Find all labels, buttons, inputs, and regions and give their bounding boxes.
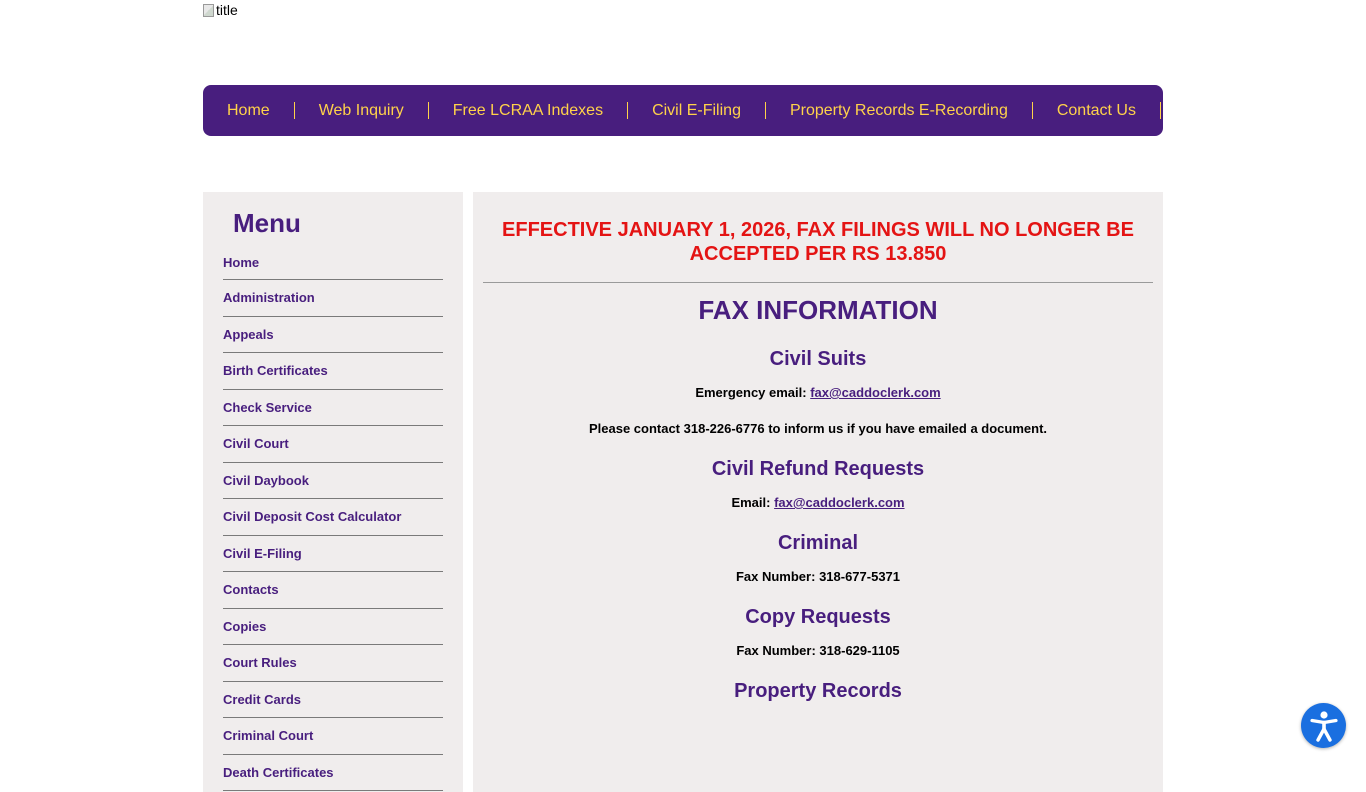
broken-image-icon: [203, 4, 214, 17]
sidebar-item-court-rules[interactable]: Court Rules: [223, 645, 443, 682]
nav-property-records-e-recording[interactable]: Property Records E-Recording: [766, 102, 1033, 119]
civil-suits-email-link[interactable]: fax@caddoclerk.com: [810, 385, 941, 400]
nav-contact-us[interactable]: Contact Us: [1033, 102, 1161, 119]
sidebar-title: Menu: [233, 208, 301, 238]
sidebar-item-civil-court[interactable]: Civil Court: [223, 426, 443, 463]
civil-refund-email-line: [483, 495, 1153, 511]
sidebar-item-administration[interactable]: Administration: [223, 280, 443, 317]
accessibility-button[interactable]: [1301, 703, 1346, 748]
divider: [483, 282, 1153, 283]
page-title: FAX INFORMATION: [698, 295, 938, 325]
sidebar-item-civil-deposit-cost-calculator[interactable]: Civil Deposit Cost Calculator: [223, 499, 443, 536]
sidebar-item-appeals[interactable]: Appeals: [223, 317, 443, 354]
sidebar-item-birth-certificates[interactable]: Birth Certificates: [223, 353, 443, 390]
sidebar-item-credit-cards[interactable]: Credit Cards: [223, 682, 443, 719]
property-records-heading: Property Records: [734, 680, 902, 702]
civil-refund-email-label: Email:: [731, 495, 771, 510]
logo-alt-text: title: [216, 2, 238, 18]
civil-suits-contact-note: Please contact 318-226-6776 to inform us if you have emailed a document.: [588, 421, 1048, 436]
copy-requests-heading: Copy Requests: [745, 606, 891, 628]
civil-suits-email-line: [483, 385, 1153, 401]
nav-free-lcraa-indexes[interactable]: Free LCRAA Indexes: [429, 102, 628, 119]
sidebar-list: [223, 246, 443, 791]
criminal-heading: Criminal: [777, 532, 859, 554]
sidebar-item-home[interactable]: Home: [223, 246, 443, 280]
nav-civil-e-filing[interactable]: Civil E-Filing: [628, 102, 766, 119]
sidebar-item-death-certificates[interactable]: Death Certificates: [223, 755, 443, 792]
civil-refund-email-link[interactable]: fax@caddoclerk.com: [774, 495, 905, 510]
copy-requests-fax-label: Fax Number:: [736, 643, 816, 658]
sidebar-item-contacts[interactable]: Contacts: [223, 572, 443, 609]
civil-suits-email-label: Emergency email:: [695, 385, 807, 400]
sidebar-item-civil-daybook[interactable]: Civil Daybook: [223, 463, 443, 500]
nav-web-inquiry[interactable]: Web Inquiry: [295, 102, 429, 119]
accessibility-icon: [1309, 709, 1339, 743]
civil-suits-heading: Civil Suits: [769, 348, 867, 370]
main-content: [473, 192, 1163, 792]
sidebar-item-criminal-court[interactable]: Criminal Court: [223, 718, 443, 755]
copy-requests-fax-number: 318-629-1105: [819, 643, 900, 658]
fax-deprecation-alert: EFFECTIVE JANUARY 1, 2026, FAX FILINGS WILL NO LONGER BE ACCEPTED PER RS 13.850: [502, 219, 1134, 265]
sidebar-item-check-service[interactable]: Check Service: [223, 390, 443, 427]
site-logo[interactable]: [203, 2, 238, 18]
copy-requests-fax-line: [483, 643, 1153, 659]
civil-refund-heading: Civil Refund Requests: [711, 458, 925, 480]
nav-home[interactable]: Home: [203, 102, 295, 119]
criminal-fax-line: [483, 569, 1153, 585]
criminal-fax-label: Fax Number:: [735, 569, 816, 584]
sidebar-item-civil-e-filing[interactable]: Civil E-Filing: [223, 536, 443, 573]
top-navigation: [203, 85, 1163, 136]
criminal-fax-number: 318-677-5371: [819, 569, 901, 584]
sidebar-item-copies[interactable]: Copies: [223, 609, 443, 646]
sidebar-menu: [203, 192, 463, 792]
